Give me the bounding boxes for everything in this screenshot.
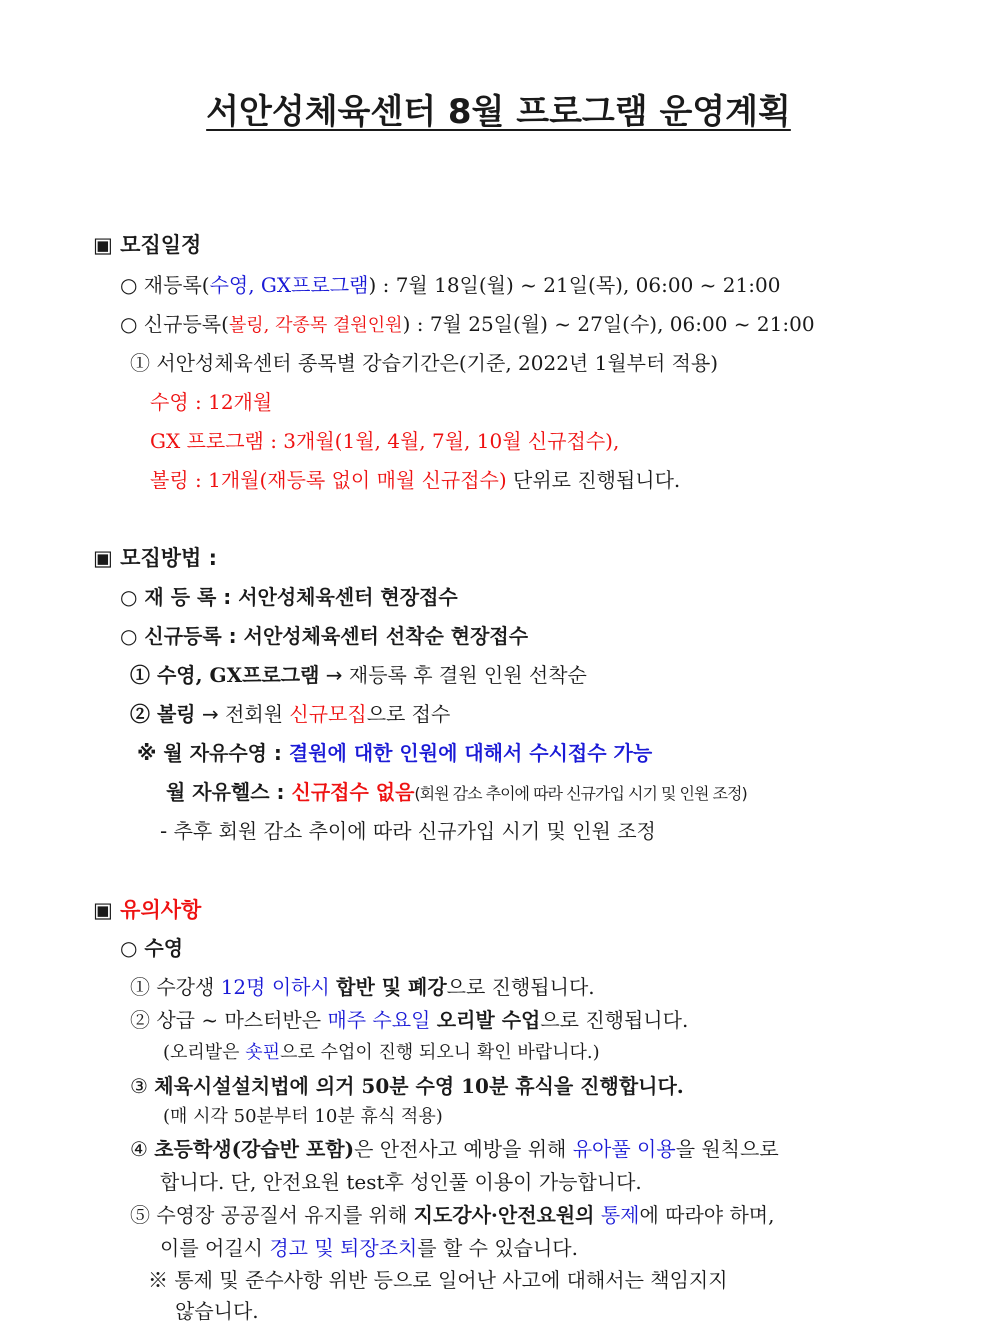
course-period-swim: 수영 : 12개월 — [150, 390, 273, 414]
free-gym-note: 월 자유헬스 : 신규접수 없음(회원 감소 추이에 따라 신규가입 시기 및 인원 조정) — [166, 780, 747, 804]
disclaimer-line-1: ※ 통제 및 준수사항 위반 등으로 일어난 사고에 대해서는 책임지지 — [148, 1268, 728, 1292]
membership-adjust-note: - 추후 회원 감소 추이에 따라 신규가입 시기 및 인원 조정 — [160, 819, 656, 843]
note-item-4: ④ 초등학생(강습반 포함)은 안전사고 예방을 위해 유아풀 이용을 원칙으로 — [130, 1137, 779, 1161]
course-period-gx: GX 프로그램 : 3개월(1월, 4월, 7월, 10월 신규접수), — [150, 429, 620, 453]
free-swim-note: ※ 월 자유수영 : 결원에 대한 인원에 대해서 수시접수 가능 — [137, 741, 653, 765]
note-item-3-sub: (매 시각 50분부터 10분 휴식 적용) — [163, 1106, 443, 1127]
document-title: 서안성체육센터 8월 프로그램 운영계획 — [206, 92, 791, 132]
note-item-2: ② 상급 ~ 마스터반은 매주 수요일 오리발 수업으로 진행됩니다. — [130, 1008, 689, 1032]
note-item-2-sub: (오리발은 숏핀으로 수업이 진행 되오니 확인 바랍니다.) — [163, 1042, 600, 1063]
disclaimer-line-2: 않습니다. — [175, 1299, 259, 1323]
note-item-5-cont: 이를 어길시 경고 및 퇴장조치를 할 수 있습니다. — [160, 1236, 578, 1260]
course-period-bowling: 볼링 : 1개월(재등록 없이 매월 신규접수) 단위로 진행됩니다. — [150, 468, 681, 492]
section-heading-notes: ▣ 유의사항 — [93, 898, 202, 922]
method-reregistration: ○ 재 등 록 : 서안성체육센터 현장접수 — [120, 585, 458, 609]
method-item-bowling: ② 볼링 → 전회원 신규모집으로 접수 — [130, 702, 451, 726]
schedule-reregistration: ○ 재등록(수영, GX프로그램) : 7월 18일(월) ~ 21일(목), 06:00 ~ 21:00 — [120, 273, 781, 297]
course-period-intro: ① 서안성체육센터 종목별 강습기간은(기준, 2022년 1월부터 적용) — [130, 351, 719, 375]
section-heading-method: ▣ 모집방법 : — [93, 546, 218, 570]
note-item-1: ① 수강생 12명 이하시 합반 및 폐강으로 진행됩니다. — [130, 975, 595, 999]
note-item-4-cont: 합니다. 단, 안전요원 test후 성인풀 이용이 가능합니다. — [160, 1170, 642, 1194]
note-item-3: ③ 체육시설설치법에 의거 50분 수영 10분 휴식을 진행합니다. — [130, 1074, 684, 1098]
notes-sub-swim: ○ 수영 — [120, 936, 184, 960]
note-item-5: ⑤ 수영장 공공질서 유지를 위해 지도강사·안전요원의 통제에 따라야 하며, — [130, 1203, 775, 1227]
method-new-registration: ○ 신규등록 : 서안성체육센터 선착순 현장접수 — [120, 624, 529, 648]
method-item-swim-gx: ① 수영, GX프로그램 → 재등록 후 결원 인원 선착순 — [130, 663, 587, 687]
section-heading-schedule: ▣ 모집일정 — [93, 233, 202, 257]
schedule-new-registration: ○ 신규등록(볼링, 각종목 결원인원) : 7월 25일(월) ~ 27일(수), 06:00 ~ 21:00 — [120, 312, 815, 336]
